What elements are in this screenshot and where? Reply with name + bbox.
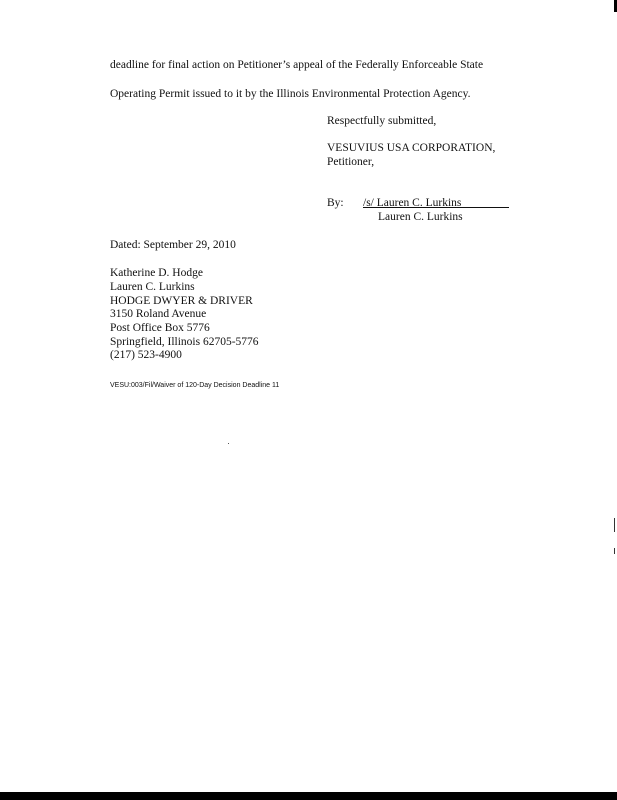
scan-edge-mark xyxy=(614,548,615,554)
attorney-name-1: Katherine D. Hodge xyxy=(110,267,203,279)
closing: Respectfully submitted, xyxy=(327,115,437,127)
company-name: VESUVIUS USA CORPORATION, xyxy=(327,142,496,154)
law-firm: HODGE DWYER & DRIVER xyxy=(110,295,253,307)
po-box: Post Office Box 5776 xyxy=(110,322,210,334)
signer-name: Lauren C. Lurkins xyxy=(378,211,463,223)
signature-line xyxy=(363,207,509,208)
signature: /s/ Lauren C. Lurkins xyxy=(363,197,462,209)
scan-edge-mark xyxy=(614,518,615,532)
phone-number: (217) 523-4900 xyxy=(110,349,182,361)
dated-line: Dated: September 29, 2010 xyxy=(110,239,236,251)
scan-speck xyxy=(228,443,229,444)
scan-bottom-border xyxy=(0,792,617,800)
street-address: 3150 Roland Avenue xyxy=(110,308,207,320)
body-text-line-2: Operating Permit issued to it by the Illinois Environmental Protection Agency. xyxy=(110,88,471,100)
party-role: Petitioner, xyxy=(327,156,375,168)
body-text-line-1: deadline for final action on Petitioner’s appeal of the Federally Enforceable State xyxy=(110,59,484,71)
attorney-name-2: Lauren C. Lurkins xyxy=(110,281,195,293)
document-code: VESU:003/Fil/Waiver of 120-Day Decision Deadline 11 xyxy=(110,382,280,389)
city-state-zip: Springfield, Illinois 62705-5776 xyxy=(110,336,259,348)
by-label: By: xyxy=(327,197,344,209)
